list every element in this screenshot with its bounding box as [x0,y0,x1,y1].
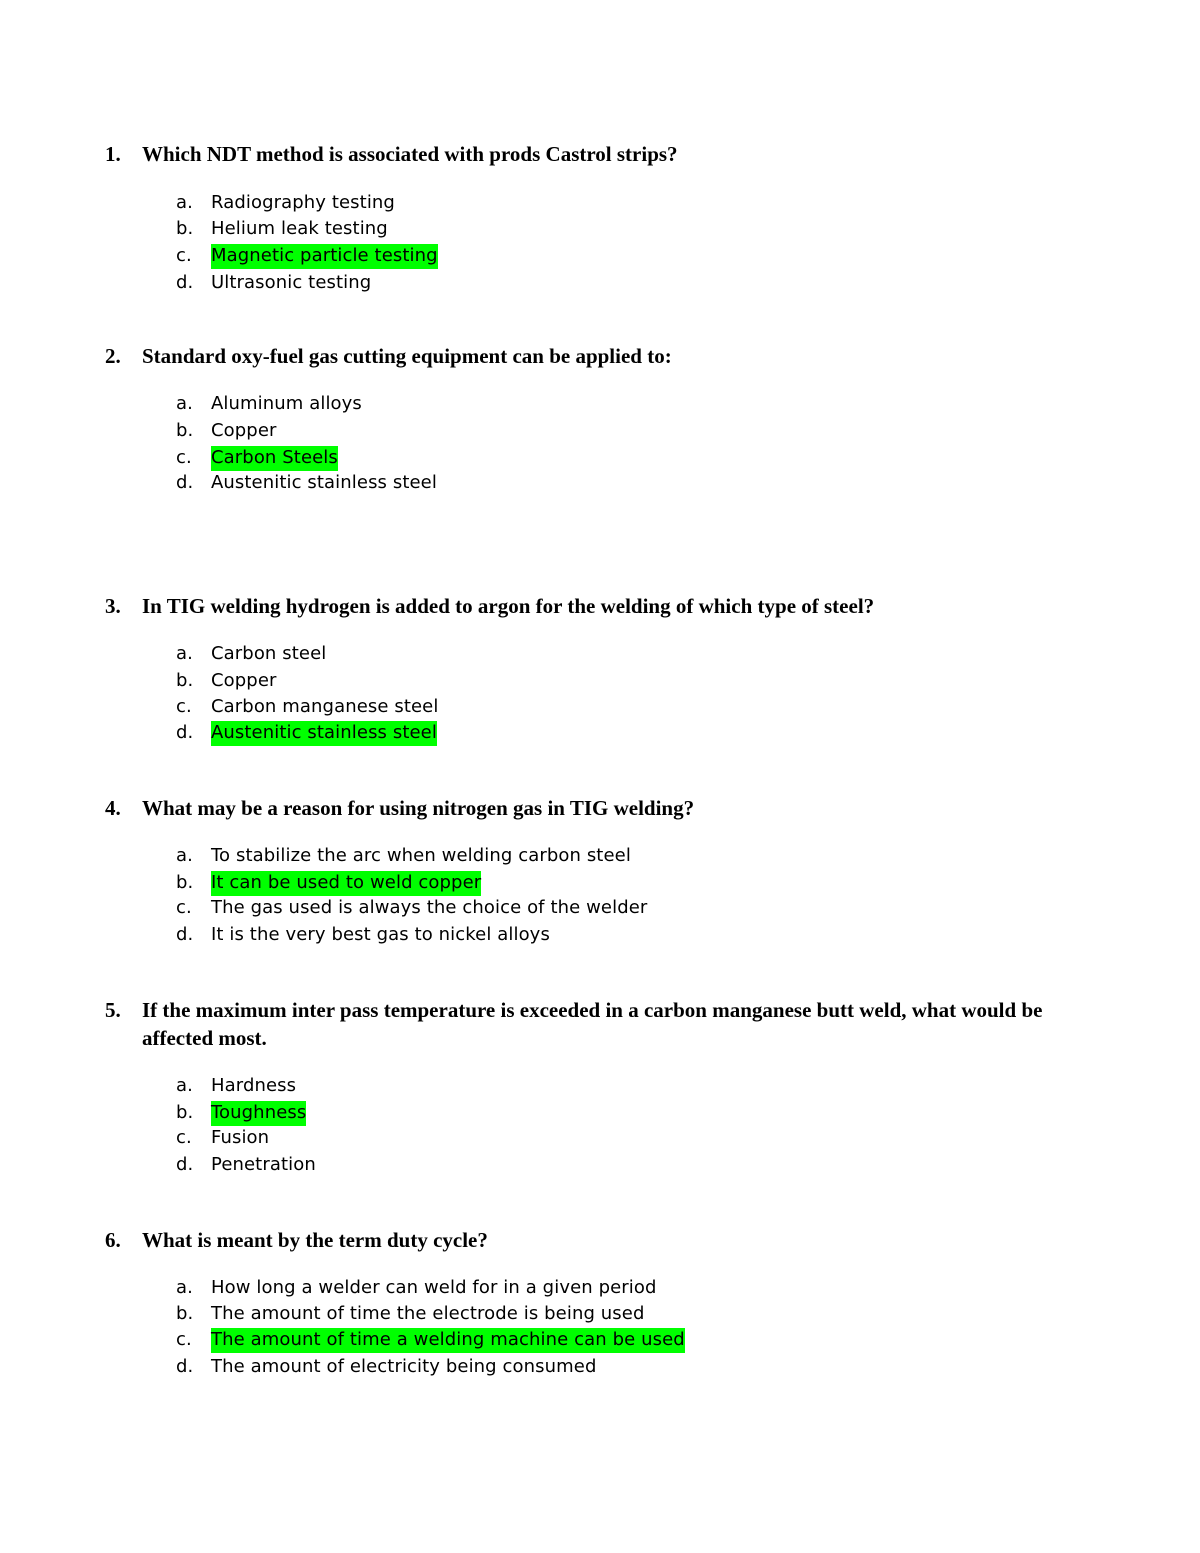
option-label-highlighted: Carbon Steels [211,446,338,471]
option-letter: b. [176,420,194,441]
option-label: The amount of time the electrode is being used [211,1303,645,1324]
option-correct [176,721,437,745]
option-letter: b. [176,872,194,893]
question-2 [105,342,1095,370]
option-letter: d. [176,924,194,945]
option [176,392,362,416]
option-label: Carbon steel [211,643,327,664]
option [176,1126,269,1150]
option-label: To stabilize the arc when welding carbon steel [211,845,631,866]
option-label-highlighted: Magnetic particle testing [211,244,438,269]
option-letter: c. [176,245,192,266]
option [176,669,277,693]
option [176,642,326,666]
option-label: The gas used is always the choice of the welder [211,897,648,918]
option [176,1153,316,1177]
option-letter: b. [176,1303,194,1324]
option [176,1355,596,1379]
question-text: If the maximum inter pass temperature is exceeded in a carbon manganese butt weld, what would be affected most. [142,998,1043,1050]
question-text: What is meant by the term duty cycle? [142,1228,488,1252]
question-number: 2. [105,344,121,368]
option [176,471,437,495]
option-label-highlighted: Toughness [211,1101,306,1126]
option-label: Copper [211,420,277,441]
option-letter: a. [176,1277,193,1298]
option-label: Helium leak testing [211,218,388,239]
option-letter: c. [176,1127,192,1148]
option-letter: d. [176,1356,194,1377]
option [176,217,388,241]
option-letter: a. [176,1075,193,1096]
option-letter: d. [176,722,194,743]
option-letter: a. [176,845,193,866]
option-label-highlighted: The amount of time a welding machine can be used [211,1328,685,1353]
option-label-highlighted: Austenitic stainless steel [211,721,437,746]
option-label: Hardness [211,1075,297,1096]
option-label: Aluminum alloys [211,393,362,414]
option-correct [176,871,481,895]
option [176,896,647,920]
option-letter: d. [176,1154,194,1175]
option-letter: d. [176,272,194,293]
option-correct [176,1101,306,1125]
question-number: 5. [105,998,121,1022]
option-label: Penetration [211,1154,316,1175]
option-letter: c. [176,447,192,468]
question-text: What may be a reason for using nitrogen gas in TIG welding? [142,796,695,820]
option-letter: c. [176,1329,192,1350]
option-letter: c. [176,897,192,918]
question-1 [105,140,1095,168]
option-label: Austenitic stainless steel [211,472,437,493]
question-number: 1. [105,142,121,166]
question-text: In TIG welding hydrogen is added to argon for the welding of which type of steel? [142,594,875,618]
question-text: Standard oxy-fuel gas cutting equipment can be applied to: [142,344,672,368]
option [176,1302,644,1326]
question-text: Which NDT method is associated with prods Castrol strips? [142,142,678,166]
option-letter: b. [176,218,194,239]
option [176,1276,657,1300]
question-number: 3. [105,594,121,618]
option [176,191,395,215]
option-label: Ultrasonic testing [211,272,372,293]
option [176,271,371,295]
option-correct [176,244,438,268]
option [176,1074,296,1098]
question-4 [105,794,1095,822]
option-label: The amount of electricity being consumed [211,1356,597,1377]
option-label: It is the very best gas to nickel alloys [211,924,550,945]
option [176,844,631,868]
option-letter: d. [176,472,194,493]
option [176,923,550,947]
option [176,695,438,719]
option-label: Fusion [211,1127,270,1148]
option-letter: a. [176,192,193,213]
option-correct [176,446,338,470]
question-6 [105,1226,1095,1254]
question-number: 6. [105,1228,121,1252]
option-letter: a. [176,643,193,664]
option-letter: c. [176,696,192,717]
option-correct [176,1328,685,1352]
option-label: Carbon manganese steel [211,696,439,717]
question-5 [105,996,1095,1052]
option [176,419,277,443]
option-label-highlighted: It can be used to weld copper [211,871,481,896]
question-number: 4. [105,796,121,820]
option-letter: b. [176,670,194,691]
option-label: Copper [211,670,277,691]
option-letter: b. [176,1102,194,1123]
question-3 [105,592,1095,620]
option-letter: a. [176,393,193,414]
option-label: How long a welder can weld for in a given period [211,1277,657,1298]
option-label: Radiography testing [211,192,395,213]
